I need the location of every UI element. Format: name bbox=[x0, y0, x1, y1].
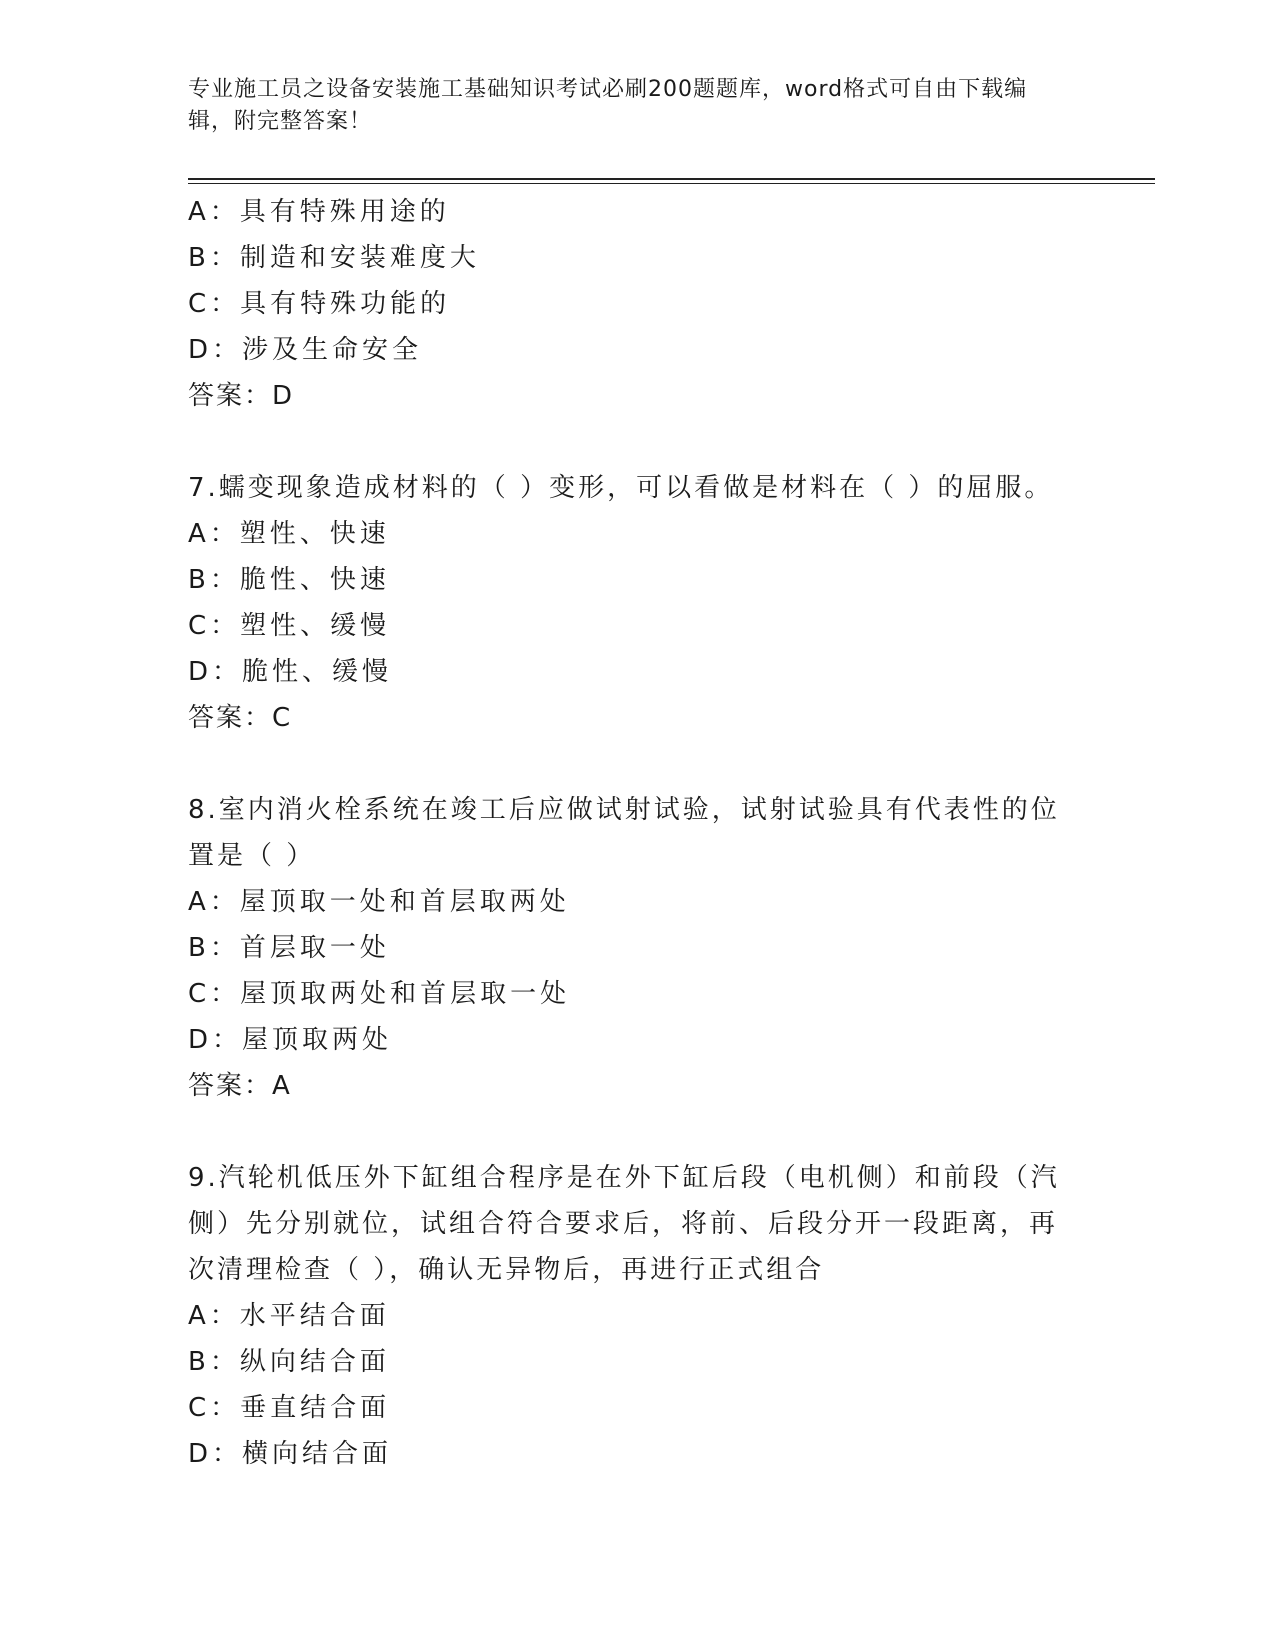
spacer bbox=[188, 741, 1078, 787]
option-d: D：涉及生命安全 bbox=[188, 335, 423, 365]
option-b: B：纵向结合面 bbox=[188, 1347, 390, 1377]
answer: 答案：A bbox=[188, 1071, 292, 1101]
page-header: 专业施工员之设备安装施工基础知识考试必刷200题题库，word格式可自由下载编辑，附完整答案！ bbox=[188, 77, 1028, 134]
option-d: D：横向结合面 bbox=[188, 1439, 393, 1469]
question-7 bbox=[188, 465, 1078, 741]
option-d: D：屋顶取两处 bbox=[188, 1025, 393, 1055]
option-b: B：首层取一处 bbox=[188, 933, 390, 963]
answer: 答案：D bbox=[188, 381, 295, 411]
option-a: A：塑性、快速 bbox=[188, 519, 390, 549]
question-stem: 9.汽轮机低压外下缸组合程序是在外下缸后段（电机侧）和前段（汽侧）先分别就位，试组合符合要求后，将前、后段分开一段距离，再次清理检查（ ），确认无异物后，再进行正式组合 bbox=[188, 1163, 1060, 1285]
option-b: B：脆性、快速 bbox=[188, 565, 390, 595]
option-c: C：塑性、缓慢 bbox=[188, 611, 391, 641]
question-stem: 7.蠕变现象造成材料的（ ）变形，可以看做是材料在（ ）的屈服。 bbox=[188, 473, 1054, 503]
header-divider bbox=[188, 178, 1155, 180]
option-c: C：具有特殊功能的 bbox=[188, 289, 451, 319]
spacer bbox=[188, 1109, 1078, 1155]
option-b: B：制造和安装难度大 bbox=[188, 243, 480, 273]
spacer bbox=[188, 419, 1078, 465]
header-divider-thin bbox=[188, 183, 1155, 184]
answer: 答案：C bbox=[188, 703, 293, 733]
question-stem: 8.室内消火栓系统在竣工后应做试射试验，试射试验具有代表性的位置是（ ） bbox=[188, 795, 1060, 871]
option-a: A：具有特殊用途的 bbox=[188, 197, 450, 227]
question-block-prev bbox=[188, 189, 1078, 419]
option-a: A：水平结合面 bbox=[188, 1301, 390, 1331]
option-c: C：垂直结合面 bbox=[188, 1393, 391, 1423]
question-8 bbox=[188, 787, 1078, 1109]
question-9 bbox=[188, 1155, 1078, 1477]
option-d: D：脆性、缓慢 bbox=[188, 657, 393, 687]
option-a: A：屋顶取一处和首层取两处 bbox=[188, 887, 570, 917]
option-c: C：屋顶取两处和首层取一处 bbox=[188, 979, 571, 1009]
question-list bbox=[188, 189, 1078, 1477]
